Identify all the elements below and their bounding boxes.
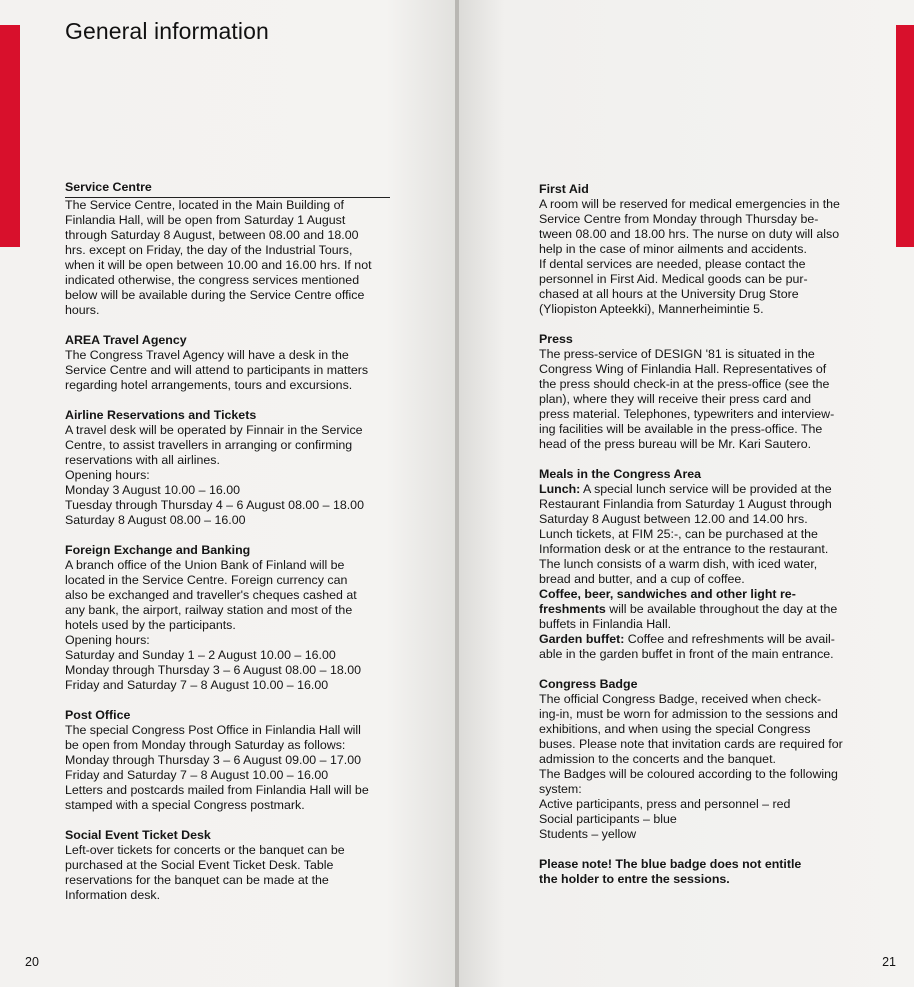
section-first-aid <box>539 182 869 317</box>
section-service-centre <box>65 180 395 318</box>
section-heading: First Aid <box>539 182 589 196</box>
coffee-label: Coffee, beer, sandwiches and other light re- freshments <box>539 587 796 616</box>
section-social-event-ticket-desk <box>65 828 395 903</box>
section-heading: AREA Travel Agency <box>65 333 187 347</box>
page-title: General information <box>65 18 269 44</box>
red-edge-tab-right <box>896 25 914 247</box>
section-note <box>539 857 869 887</box>
badge-note: Please note! The blue badge does not entitle the holder to entre the sessions. <box>539 857 802 886</box>
section-body: A travel desk will be operated by Finnair in the Service Centre, to assist travellers in arranging or confirming reservations with all airlines. Opening hours: Monday 3 August 10.00 – 16.00 Tuesday through Thursday 4 – 6 August 08.00 – 18.00 Saturday 8 August 08.00 – 16.00 <box>65 423 364 527</box>
section-heading: Service Centre <box>65 180 390 198</box>
section-heading: Press <box>539 332 573 346</box>
left-page <box>0 0 455 987</box>
red-edge-tab-left <box>0 25 20 247</box>
section-congress-badge <box>539 677 869 842</box>
lunch-text: A special lunch service will be provided at the Restaurant Finlandia from Saturday 1 August through Saturday 8 August between 12.00 and 14.00 hrs. Lunch tickets, at FIM 25:-, can be purchased at the Information desk or at the entrance to the restaurant. The lunch consists of a warm dish, with iced water, bread and butter, and a cup of coffee. <box>539 482 832 586</box>
section-body <box>539 482 869 662</box>
section-body: A room will be reserved for medical emergencies in the Service Centre from Monday through Thursday be- tween 08.00 and 18.00 hrs. The nurse on duty will also help in the case of minor ailments and accidents. If dental services are needed, please contact the personnel in First Aid. Medical goods can be pur- chased at all hours at the University Drug Store (Yliopiston Apteekki), Mannerheimintie 5. <box>539 197 840 316</box>
section-heading: Meals in the Congress Area <box>539 467 702 481</box>
page-number-right: 21 <box>882 955 896 969</box>
section-meals <box>539 467 869 662</box>
section-body: The press-service of DESIGN '81 is situated in the Congress Wing of Finlandia Hall. Representatives of the press should check-in at the press-office (see the plan), where they will receive their press card and press material. Telephones, typewriters and interview- ing facilities will be available in the press-office. The head of the press bureau will be Mr. Kari Sautero. <box>539 347 835 451</box>
right-column <box>539 182 869 887</box>
section-body: The special Congress Post Office in Finlandia Hall will be open from Monday through Saturday as follows: Monday through Thursday 3 – 6 August 09.00 – 17.00 Friday and Saturday 7 – 8 August 10.00 – 16.00 Letters and postcards mailed from Finlandia Hall will be stamped with a special Congress postmark. <box>65 723 369 812</box>
section-heading: Social Event Ticket Desk <box>65 828 211 842</box>
section-body: The Service Centre, located in the Main Building of Finlandia Hall, will be open from Saturday 1 August through Saturday 8 August, between 08.00 and 18.00 hrs. except on Friday, the day of the Industrial Tours, when it will be open between 10.00 and 16.00 hrs. If not indicated otherwise, the congress services mentioned below will be available during the Service Centre office hours. <box>65 198 372 317</box>
section-heading: Airline Reservations and Tickets <box>65 408 257 422</box>
section-body: The official Congress Badge, received when check- ing-in, must be worn for admission to the sessions and exhibitions, and when using the special Congress buses. Please note that invitation cards are required for admission to the concerts and the banquet. The Badges will be coloured according to the following system: Active participants, press and personnel – red Social participants – blue Students – yellow <box>539 692 843 841</box>
garden-buffet-text: Coffee and refreshments will be avail- able in the garden buffet in front of the main entrance. <box>539 632 835 661</box>
section-area-travel-agency <box>65 333 395 393</box>
section-body: A branch office of the Union Bank of Finland will be located in the Service Centre. Foreign currency can also be exchanged and traveller's cheques cashed at any bank, the airport, railway station and most of the hotels used by the participants. Opening hours: Saturday and Sunday 1 – 2 August 10.00 – 16.00 Monday through Thursday 3 – 6 August 08.00 – 18.00 Friday and Saturday 7 – 8 August 10.00 – 16.00 <box>65 558 361 692</box>
section-heading: Foreign Exchange and Banking <box>65 543 251 557</box>
left-column <box>65 180 395 903</box>
section-heading: Congress Badge <box>539 677 638 691</box>
section-foreign-exchange <box>65 543 395 693</box>
section-airline-reservations <box>65 408 395 528</box>
garden-buffet-label: Garden buffet: <box>539 632 625 646</box>
section-body: Left-over tickets for concerts or the banquet can be purchased at the Social Event Ticket Desk. Table reservations for the banquet can be made at the Information desk. <box>65 843 345 902</box>
lunch-label: Lunch: <box>539 482 581 496</box>
section-body: The Congress Travel Agency will have a desk in the Service Centre and will attend to participants in matters regarding hotel arrangements, tours and excursions. <box>65 348 369 392</box>
section-press <box>539 332 869 452</box>
right-page <box>459 0 914 987</box>
section-heading: Post Office <box>65 708 131 722</box>
section-post-office <box>65 708 395 813</box>
page-number-left: 20 <box>25 955 39 969</box>
coffee-text: will be available throughout the day at the buffets in Finlandia Hall. <box>539 602 838 631</box>
